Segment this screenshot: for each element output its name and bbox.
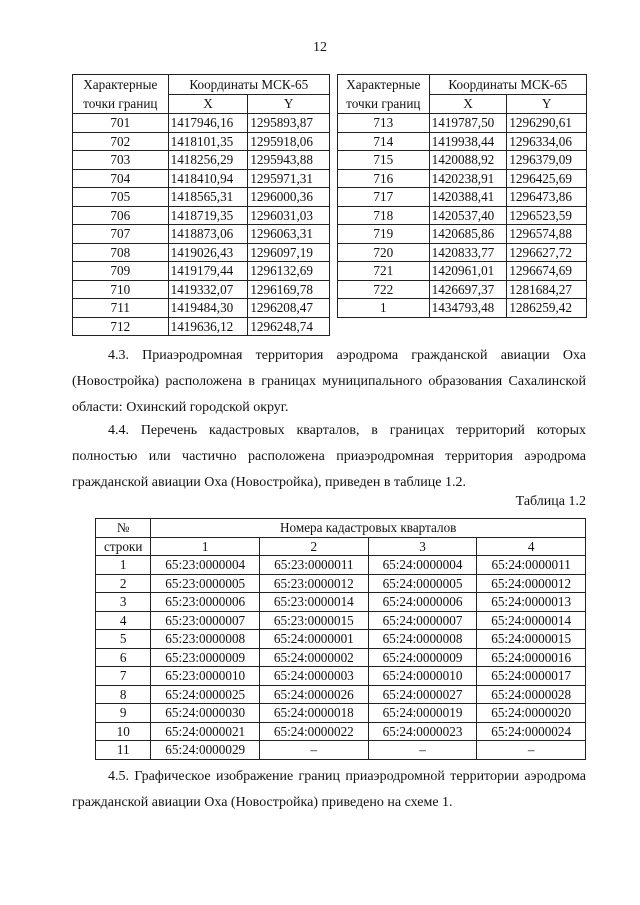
header-row-number-bottom: строки bbox=[96, 537, 151, 556]
table-row bbox=[338, 243, 587, 262]
table-cell: 65:24:0000016 bbox=[477, 648, 586, 667]
table-cell: 1296425,69 bbox=[507, 169, 587, 188]
header-col-3: 3 bbox=[368, 537, 477, 556]
table-cell: 65:24:0000006 bbox=[368, 593, 477, 612]
table-cell: 1419938,44 bbox=[429, 132, 507, 151]
table-row bbox=[338, 280, 587, 299]
table-cell: 65:24:0000029 bbox=[151, 741, 260, 760]
table-cell: 1296208,47 bbox=[248, 299, 330, 318]
page-number: 12 bbox=[313, 40, 327, 55]
table-cell: 65:24:0000001 bbox=[260, 630, 369, 649]
table-cell: 65:24:0000010 bbox=[368, 667, 477, 686]
table-cell: 1296132,69 bbox=[248, 262, 330, 281]
table-cell: 1420685,86 bbox=[429, 225, 507, 244]
table-cell: 1281684,27 bbox=[507, 280, 587, 299]
table-cell: 65:24:0000009 bbox=[368, 648, 477, 667]
table-cell: 1296031,03 bbox=[248, 206, 330, 225]
table-cell: 1434793,48 bbox=[429, 299, 507, 318]
table-cell: 1296674,69 bbox=[507, 262, 587, 281]
table-cell: 2 bbox=[96, 574, 151, 593]
table-cell: 701 bbox=[73, 114, 169, 133]
table-row bbox=[73, 243, 330, 262]
table-cell: 1418719,35 bbox=[168, 206, 248, 225]
table-row bbox=[73, 299, 330, 318]
table-cell: 6 bbox=[96, 648, 151, 667]
table-row bbox=[96, 648, 586, 667]
table-cell: 721 bbox=[338, 262, 430, 281]
table-cell: 1296097,19 bbox=[248, 243, 330, 262]
table-row bbox=[73, 262, 330, 281]
table-cell: 1420238,91 bbox=[429, 169, 507, 188]
table-cell: 65:23:0000008 bbox=[151, 630, 260, 649]
table-cell: 10 bbox=[96, 722, 151, 741]
table-cell: 65:24:0000008 bbox=[368, 630, 477, 649]
table-cell: 712 bbox=[73, 317, 169, 336]
table-row bbox=[338, 188, 587, 207]
table-row bbox=[96, 685, 586, 704]
table-cell: 65:23:0000015 bbox=[260, 611, 369, 630]
table-cell: 65:24:0000007 bbox=[368, 611, 477, 630]
table-cell: 65:24:0000014 bbox=[477, 611, 586, 630]
table-cell: 65:23:0000011 bbox=[260, 556, 369, 575]
table-row bbox=[338, 114, 587, 133]
table-cell: 65:24:0000025 bbox=[151, 685, 260, 704]
table-row bbox=[73, 169, 330, 188]
header-y: Y bbox=[248, 94, 330, 114]
table-cell: – bbox=[477, 741, 586, 760]
table-cell: 1296379,09 bbox=[507, 151, 587, 170]
table-row bbox=[73, 151, 330, 170]
table-cell: 703 bbox=[73, 151, 169, 170]
table-cell: 1296000,36 bbox=[248, 188, 330, 207]
paragraph-4-5: 4.5. Графическое изображение границ приаэродромной территории аэродрома гражданской авиации Оха (Новостройка) приведено на схеме 1. bbox=[72, 769, 586, 810]
table-row bbox=[73, 188, 330, 207]
table-cell: 65:24:0000020 bbox=[477, 704, 586, 723]
table-cell: 65:24:0000004 bbox=[368, 556, 477, 575]
cadastral-quarters-table bbox=[95, 518, 586, 760]
table-cell: 1419332,07 bbox=[168, 280, 248, 299]
header-y: Y bbox=[507, 94, 587, 114]
table-cell: 65:23:0000014 bbox=[260, 593, 369, 612]
table-row bbox=[338, 151, 587, 170]
table-cell: 1 bbox=[338, 299, 430, 318]
table-cell: 1426697,37 bbox=[429, 280, 507, 299]
table-cell: 1419636,12 bbox=[168, 317, 248, 336]
table-cell: 65:23:0000006 bbox=[151, 593, 260, 612]
table-cell: 711 bbox=[73, 299, 169, 318]
table-cell: 1419179,44 bbox=[168, 262, 248, 281]
table-cell: 65:24:0000024 bbox=[477, 722, 586, 741]
header-x: X bbox=[429, 94, 507, 114]
table-cell: 65:24:0000021 bbox=[151, 722, 260, 741]
header-row-number-top: № bbox=[96, 519, 151, 538]
table-cell: 65:24:0000019 bbox=[368, 704, 477, 723]
table-cell: 65:24:0000018 bbox=[260, 704, 369, 723]
table-row bbox=[338, 299, 587, 318]
table-row bbox=[96, 667, 586, 686]
table-cell: 704 bbox=[73, 169, 169, 188]
table-cell: 1286259,42 bbox=[507, 299, 587, 318]
table-cell: 65:23:0000009 bbox=[151, 648, 260, 667]
table-cell: 65:24:0000013 bbox=[477, 593, 586, 612]
table-row bbox=[96, 556, 586, 575]
table-caption: Таблица 1.2 bbox=[515, 494, 586, 509]
table-cell: 65:24:0000027 bbox=[368, 685, 477, 704]
header-col-4: 4 bbox=[477, 537, 586, 556]
header-x: X bbox=[168, 94, 248, 114]
table-row bbox=[338, 262, 587, 281]
table-cell: 722 bbox=[338, 280, 430, 299]
table-row bbox=[96, 630, 586, 649]
table-cell: 1296248,74 bbox=[248, 317, 330, 336]
table-cell: 714 bbox=[338, 132, 430, 151]
header-cadastral-numbers: Номера кадастровых кварталов bbox=[151, 519, 586, 538]
table-cell: 1420388,41 bbox=[429, 188, 507, 207]
table-cell: 65:24:0000028 bbox=[477, 685, 586, 704]
table-cell: 708 bbox=[73, 243, 169, 262]
table-cell: 4 bbox=[96, 611, 151, 630]
table-cell: 3 bbox=[96, 593, 151, 612]
table-cell: 1296290,61 bbox=[507, 114, 587, 133]
table-row bbox=[338, 225, 587, 244]
table-cell: 719 bbox=[338, 225, 430, 244]
table-cell: 65:24:0000012 bbox=[477, 574, 586, 593]
table-cell: 702 bbox=[73, 132, 169, 151]
table-cell: 1296574,88 bbox=[507, 225, 587, 244]
table-row bbox=[338, 169, 587, 188]
table-row bbox=[96, 574, 586, 593]
table-cell: 1295971,31 bbox=[248, 169, 330, 188]
table-cell: 1296627,72 bbox=[507, 243, 587, 262]
table-cell: 710 bbox=[73, 280, 169, 299]
table-cell: 65:24:0000005 bbox=[368, 574, 477, 593]
table-cell: 7 bbox=[96, 667, 151, 686]
header-col-1: 1 bbox=[151, 537, 260, 556]
table-cell: 65:23:0000005 bbox=[151, 574, 260, 593]
coordinates-table-left bbox=[72, 74, 330, 336]
table-cell: 709 bbox=[73, 262, 169, 281]
table-cell: 1296523,59 bbox=[507, 206, 587, 225]
table-row bbox=[73, 132, 330, 151]
header-col-2: 2 bbox=[260, 537, 369, 556]
header-coordinates: Координаты МСК-65 bbox=[429, 75, 586, 95]
table-cell: 65:24:0000015 bbox=[477, 630, 586, 649]
table-row bbox=[73, 225, 330, 244]
header-boundary-points: Характерные точки границ bbox=[338, 75, 430, 114]
table-cell: – bbox=[260, 741, 369, 760]
table-cell: 65:24:0000026 bbox=[260, 685, 369, 704]
table-cell: 1295943,88 bbox=[248, 151, 330, 170]
table-cell: 716 bbox=[338, 169, 430, 188]
paragraph-4-4: 4.4. Перечень кадастровых кварталов, в границах территорий которых полностью или частично расположена приаэродромная территория аэродрома гражданской авиации Оха (Новостройка), приведен в таблице 1.2. bbox=[72, 423, 586, 490]
table-row bbox=[96, 722, 586, 741]
table-cell: 65:24:0000011 bbox=[477, 556, 586, 575]
table-cell: 1296473,86 bbox=[507, 188, 587, 207]
table-cell: 1420833,77 bbox=[429, 243, 507, 262]
table-cell: 713 bbox=[338, 114, 430, 133]
table-row bbox=[73, 317, 330, 336]
table-cell: 1419484,30 bbox=[168, 299, 248, 318]
table-cell: 1418565,31 bbox=[168, 188, 248, 207]
table-row bbox=[73, 114, 330, 133]
table-row bbox=[96, 611, 586, 630]
table-row bbox=[73, 206, 330, 225]
header-boundary-points: Характерные точки границ bbox=[73, 75, 169, 114]
table-cell: 717 bbox=[338, 188, 430, 207]
table-cell: 715 bbox=[338, 151, 430, 170]
table-row bbox=[96, 704, 586, 723]
table-cell: 65:24:0000003 bbox=[260, 667, 369, 686]
table-cell: 1420961,01 bbox=[429, 262, 507, 281]
table-cell: 65:23:0000007 bbox=[151, 611, 260, 630]
table-cell: 8 bbox=[96, 685, 151, 704]
coordinates-table-right bbox=[337, 74, 587, 318]
table-cell: 1 bbox=[96, 556, 151, 575]
header-coordinates: Координаты МСК-65 bbox=[168, 75, 329, 95]
table-cell: 1295918,06 bbox=[248, 132, 330, 151]
table-row bbox=[338, 206, 587, 225]
table-cell: 65:24:0000030 bbox=[151, 704, 260, 723]
paragraph-4-3: 4.3. Приаэродромная территория аэродрома гражданской авиации Оха (Новостройка) расположена в границах муниципального образования Сахалинской области: Охинский городской округ. bbox=[72, 348, 586, 415]
table-cell: 65:23:0000010 bbox=[151, 667, 260, 686]
table-cell: 1295893,87 bbox=[248, 114, 330, 133]
table-cell: 65:23:0000004 bbox=[151, 556, 260, 575]
table-row bbox=[338, 132, 587, 151]
table-cell: 1418256,29 bbox=[168, 151, 248, 170]
table-cell: 1418873,06 bbox=[168, 225, 248, 244]
table-cell: 1420537,40 bbox=[429, 206, 507, 225]
table-cell: 1417946,16 bbox=[168, 114, 248, 133]
table-cell: 1296063,31 bbox=[248, 225, 330, 244]
table-cell: 65:24:0000002 bbox=[260, 648, 369, 667]
table-cell: 65:24:0000017 bbox=[477, 667, 586, 686]
table-cell: 9 bbox=[96, 704, 151, 723]
table-cell: 707 bbox=[73, 225, 169, 244]
table-cell: 65:24:0000023 bbox=[368, 722, 477, 741]
table-cell: 65:24:0000022 bbox=[260, 722, 369, 741]
table-cell: 11 bbox=[96, 741, 151, 760]
table-cell: 1419787,50 bbox=[429, 114, 507, 133]
table-cell: 1420088,92 bbox=[429, 151, 507, 170]
table-cell: 706 bbox=[73, 206, 169, 225]
table-row bbox=[73, 280, 330, 299]
table-cell: 1418410,94 bbox=[168, 169, 248, 188]
table-cell: 718 bbox=[338, 206, 430, 225]
table-row bbox=[96, 741, 586, 760]
table-cell: 65:23:0000012 bbox=[260, 574, 369, 593]
table-cell: 5 bbox=[96, 630, 151, 649]
table-cell: 1296334,06 bbox=[507, 132, 587, 151]
table-cell: 705 bbox=[73, 188, 169, 207]
table-cell: 1419026,43 bbox=[168, 243, 248, 262]
table-cell: 1296169,78 bbox=[248, 280, 330, 299]
table-row bbox=[96, 593, 586, 612]
table-cell: 1418101,35 bbox=[168, 132, 248, 151]
table-cell: 720 bbox=[338, 243, 430, 262]
table-cell: – bbox=[368, 741, 477, 760]
